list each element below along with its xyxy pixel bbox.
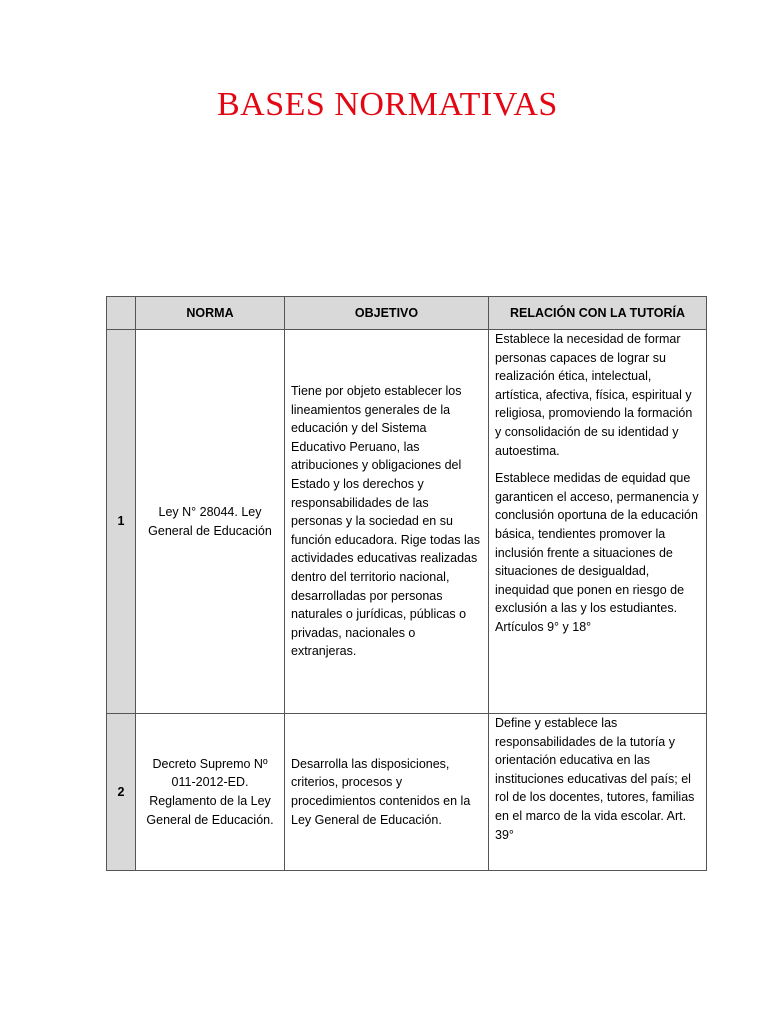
table-row (107, 330, 707, 714)
normative-table (106, 296, 707, 871)
header-num (107, 297, 136, 330)
relacion-paragraph: Establece la necesidad de formar personas capaces de lograr su realización ética, intelectual, artística, afectiva, física, espiritual y religiosa, promoviendo la formación y consolidación de su identidad y autoestima. (495, 332, 693, 458)
objetivo-cell: Tiene por objeto establecer los lineamientos generales de la educación y del Sistema Educativo Peruano, las atribuciones y obligaciones del Estado y los derechos y responsabilidades de las personas y la sociedad en su función educadora. Rige todas las actividades educativas realizadas dentro del territorio nacional, desarrolladas por personas naturales o jurídicas, públicas o privadas, nacionales o extranjeras. (285, 330, 489, 714)
row-number: 2 (107, 714, 136, 871)
relacion-cell (489, 714, 707, 871)
table-row (107, 714, 707, 871)
row-number: 1 (107, 330, 136, 714)
header-norma: NORMA (136, 297, 285, 330)
header-relacion: RELACIÓN CON LA TUTORÍA (489, 297, 707, 330)
norma-cell: Ley N° 28044. Ley General de Educación (136, 330, 285, 714)
norma-cell: Decreto Supremo Nº 011-2012-ED. Reglamento de la Ley General de Educación. (136, 714, 285, 871)
table-header-row (107, 297, 707, 330)
objetivo-cell: Desarrolla las disposiciones, criterios, procesos y procedimientos contenidos en la Ley General de Educación. (285, 714, 489, 871)
header-objetivo: OBJETIVO (285, 297, 489, 330)
relacion-cell (489, 330, 707, 714)
relacion-paragraph: Establece medidas de equidad que garanticen el acceso, permanencia y conclusión oportuna de la educación básica, tendientes promover la inclusión frente a situaciones de situaciones de desigualdad, inequidad que ponen en riesgo de exclusión a las y los estudiantes. Artículos 9° y 18° (495, 471, 699, 634)
page-title: BASES NORMATIVAS (217, 86, 558, 123)
relacion-paragraph: Define y establece las responsabilidades de la tutoría y orientación educativa en las instituciones educativas del país; el rol de los docentes, tutores, familias en el marco de la vida escolar. Art. 39° (495, 716, 695, 842)
